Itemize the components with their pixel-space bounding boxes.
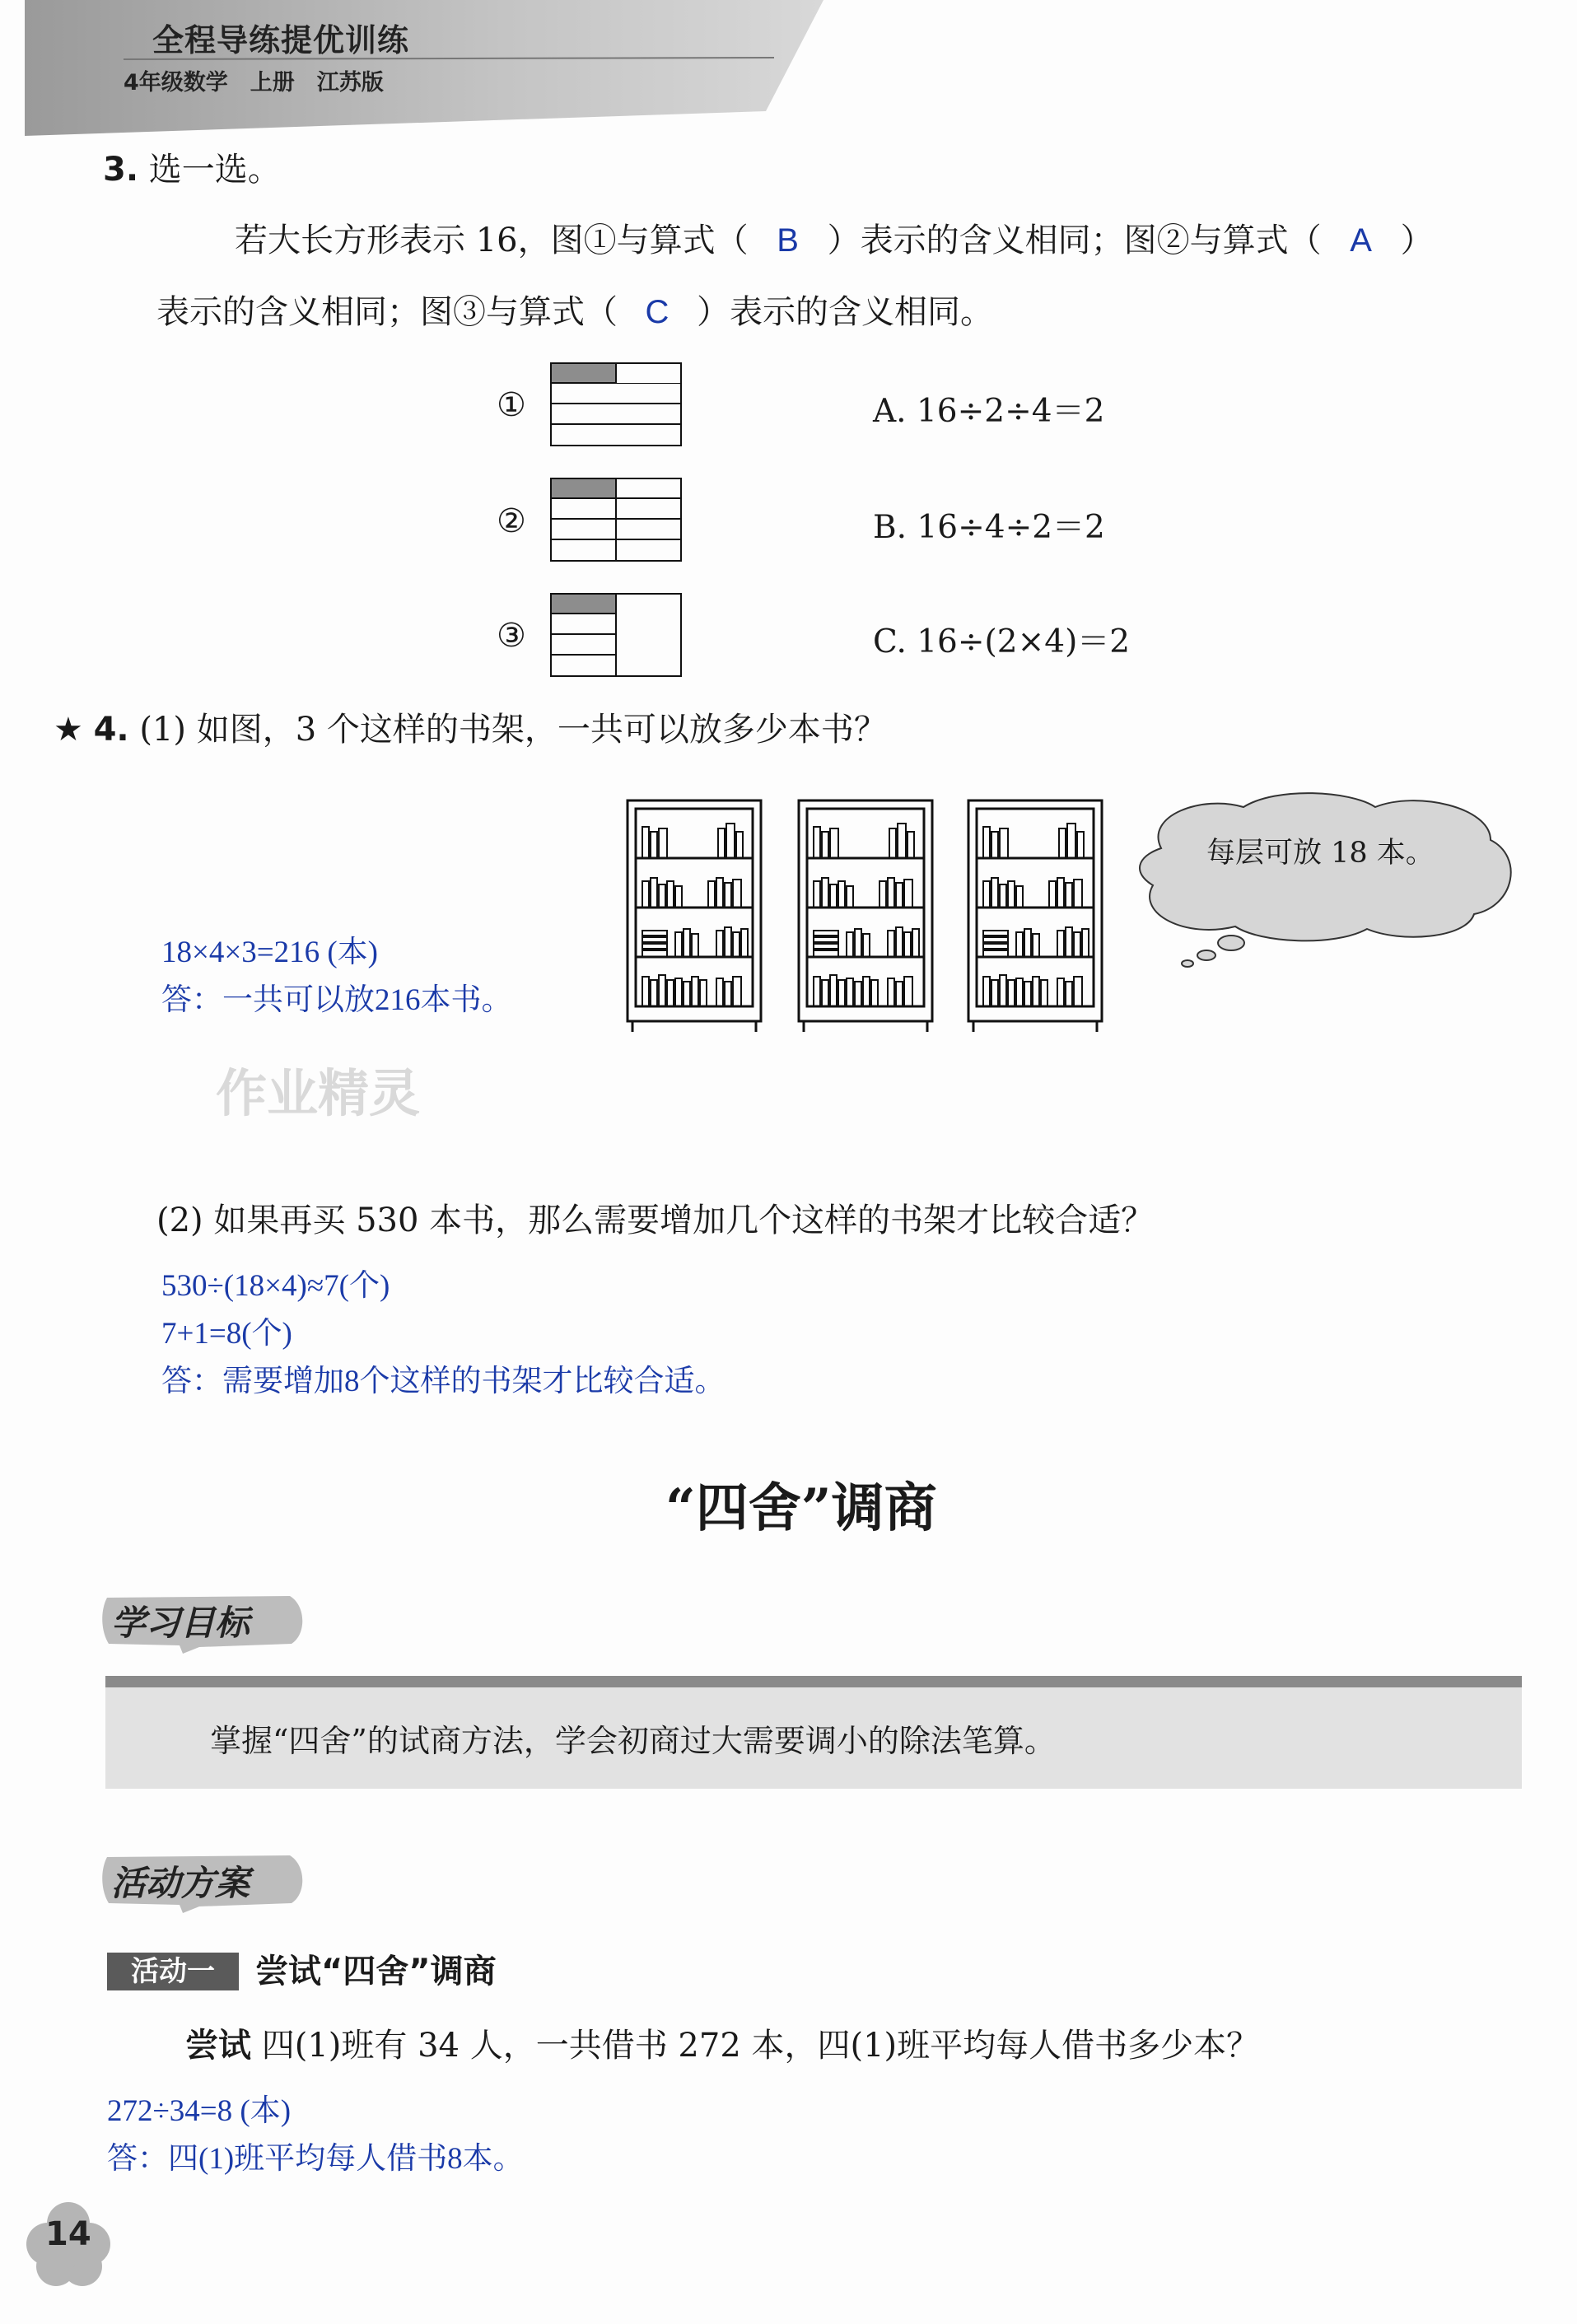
- try-text: 四(1)班有 34 人，一共借书 272 本，四(1)班平均每人借书多少本？: [261, 2027, 1260, 2065]
- watermark-text: 作业精灵: [216, 1063, 421, 1123]
- star-icon: ★: [54, 711, 83, 749]
- q3-answer-1: B: [777, 222, 799, 259]
- activity-title: 尝试“四舍”调商: [255, 1953, 497, 1990]
- q3-line2: [156, 292, 993, 332]
- q3-line1-text-b: ）表示的含义相同；图②与算式（: [827, 222, 1322, 259]
- bubble-text: 每层可放 18 本。: [1206, 837, 1435, 870]
- q3-answer-2: A: [1350, 222, 1372, 259]
- q3-number: 3.: [103, 151, 139, 189]
- option-a: A. 16÷2÷4＝2: [873, 393, 1105, 430]
- q3-title: 选一选。: [148, 151, 281, 189]
- thought-bubble: [1128, 791, 1532, 968]
- q3-line1-text-c: ）: [1400, 222, 1434, 259]
- q3-answer-3: C: [645, 294, 670, 330]
- q3-line2-text-a: 表示的含义相同；图③与算式（: [156, 293, 618, 331]
- q4-part1-answer-line1: 18×4×3=216 (本): [161, 936, 378, 969]
- q3-line1: [235, 221, 1434, 260]
- q4-part1-question: (1) 如图，3 个这样的书架，一共可以放多少本书？: [139, 711, 887, 749]
- option-c: C. 16÷(2×4)＝2: [873, 623, 1131, 660]
- book-subtitle: 4年级数学 上册 江苏版: [124, 70, 384, 96]
- figure-3-rectangle: [550, 593, 682, 677]
- figure-2-rectangle: [550, 478, 682, 562]
- activity-tag: 活动一: [107, 1953, 239, 1990]
- bookshelves-illustration: [626, 799, 1112, 1034]
- figure-2-label: ②: [497, 502, 526, 540]
- try-label: 尝试: [185, 2027, 251, 2065]
- q4-number: 4.: [93, 711, 129, 749]
- try-answer-line2: 答：四(1)班平均每人借书8本。: [107, 2142, 524, 2176]
- q4-part1-answer-line2: 答：一共可以放216本书。: [161, 983, 512, 1017]
- figure-1-label: ①: [497, 386, 526, 424]
- figure-3-label: ③: [497, 617, 526, 655]
- option-b: B. 16÷4÷2＝2: [873, 509, 1105, 546]
- q4-part2-answer-line2: 7+1=8(个): [161, 1317, 292, 1351]
- q3-line2-text-b: ）表示的含义相同。: [697, 293, 993, 331]
- q4-part2-answer-line3: 答：需要增加8个这样的书架才比较合适。: [161, 1365, 726, 1398]
- q3-heading: [103, 150, 281, 189]
- goal-tab-label: 学习目标: [111, 1603, 250, 1643]
- try-line: [185, 2026, 1259, 2065]
- page-number: 14: [45, 2215, 91, 2253]
- q4-part2-question: (2) 如果再买 530 本书，那么需要增加几个这样的书架才比较合适？: [156, 1202, 1155, 1239]
- figure-1-rectangle: [550, 362, 682, 446]
- q4-part2-answer-line1: 530÷(18×4)≈7(个): [161, 1269, 390, 1303]
- q3-line1-text-a: 若大长方形表示 16，图①与算式（: [235, 222, 749, 259]
- section-title: “四舍”调商: [665, 1477, 937, 1539]
- q4-heading: [54, 710, 887, 749]
- plan-tab-label: 活动方案: [111, 1863, 250, 1903]
- try-answer-line1: 272÷34=8 (本): [107, 2094, 292, 2128]
- series-title: 全程导练提优训练: [152, 22, 410, 58]
- goal-text: 掌握“四舍”的试商方法，学会初商过大需要调小的除法笔算。: [210, 1723, 1056, 1759]
